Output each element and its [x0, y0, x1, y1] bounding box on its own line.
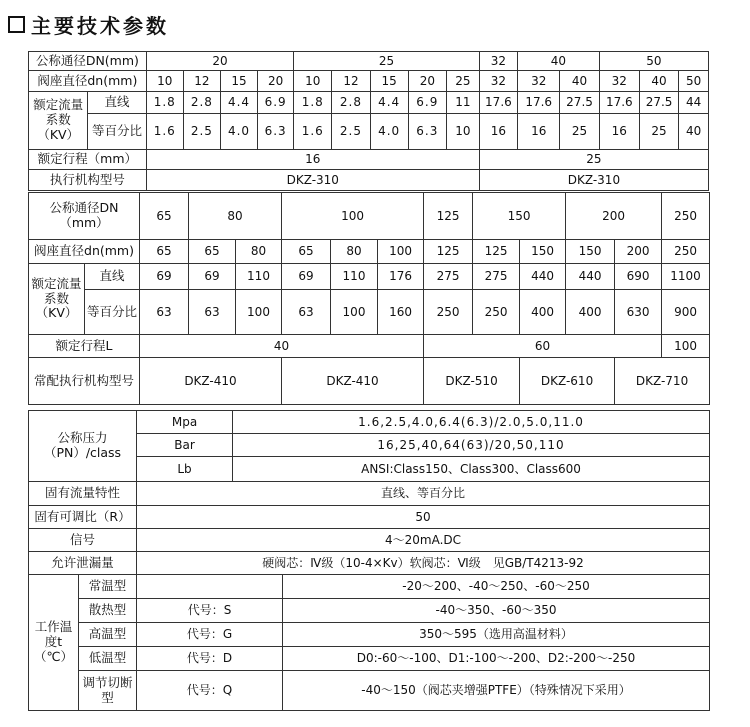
t2-pct-row — [29, 290, 710, 335]
t3-temp-type: 散热型 — [79, 599, 137, 623]
t1-travel-label: 额定行程（mm） — [29, 150, 147, 170]
t3-flowchar-row — [29, 482, 710, 506]
t1-seat-cell: 40 — [560, 71, 599, 92]
t3-signal-row — [29, 529, 710, 552]
t1-actuator-cell: DKZ-310 — [479, 170, 708, 191]
t2-linear-row — [29, 264, 710, 290]
t2-pct-cell: 250 — [473, 290, 520, 335]
section-title — [8, 6, 169, 42]
t1-seat-cell: 50 — [679, 71, 709, 92]
t1-linear-cell: 27.5 — [560, 92, 599, 114]
t2-actuator-row — [29, 358, 710, 405]
t1-pct-cell: 25 — [560, 114, 599, 150]
t2-pct-cell: 630 — [615, 290, 662, 335]
t1-dn-cell: 40 — [518, 52, 600, 71]
t1-travel-cell: 16 — [146, 150, 479, 170]
spec-table-general — [28, 410, 710, 711]
t3-temp-range: -40～150（阀芯夹增强PTFE）（特殊情况下采用） — [283, 671, 710, 711]
t3-temp-code: 代号：S — [137, 599, 283, 623]
t3-temp-range: D0:-60～-100、D1:-100～-200、D2:-200～-250 — [283, 647, 710, 671]
t1-pct-cell: 6.3 — [408, 114, 446, 150]
t1-linear-label: 直线 — [88, 92, 146, 114]
t1-pct-label: 等百分比 — [88, 114, 146, 150]
t1-pct-cell: 4.0 — [220, 114, 257, 150]
t1-travel-cell: 25 — [479, 150, 708, 170]
t3-range-value: 50 — [137, 506, 710, 529]
t2-seat-cell: 200 — [615, 240, 662, 264]
t2-travel-cell: 60 — [424, 335, 662, 358]
t2-dn-cell: 150 — [473, 193, 566, 240]
t2-seat-cell: 150 — [566, 240, 615, 264]
t3-flowchar-value: 直线、等百分比 — [137, 482, 710, 506]
t2-seat-cell: 125 — [424, 240, 473, 264]
t2-pct-cell: 400 — [520, 290, 566, 335]
t2-actuator-cell: DKZ-410 — [282, 358, 424, 405]
t3-pressure-label: 公称压力（PN）/class — [29, 411, 137, 482]
t3-temp-range: -20～200、-40～250、-60～250 — [283, 575, 710, 599]
spec-table-small — [28, 51, 709, 191]
t3-temp-row — [29, 599, 710, 623]
t2-dn-cell: 200 — [566, 193, 662, 240]
t3-mpa-row — [29, 411, 710, 434]
t3-temp-row — [29, 647, 710, 671]
t3-temp-code: 代号：D — [137, 647, 283, 671]
t2-pct-cell: 160 — [378, 290, 424, 335]
t2-linear-cell: 69 — [282, 264, 331, 290]
t3-leak-label: 允许泄漏量 — [29, 552, 137, 575]
checkbox-square-icon — [8, 16, 25, 33]
t2-seat-cell: 150 — [520, 240, 566, 264]
t2-pct-cell: 63 — [282, 290, 331, 335]
t1-linear-cell: 1.8 — [146, 92, 183, 114]
t1-pct-cell: 1.6 — [294, 114, 332, 150]
t2-travel-label: 额定行程L — [29, 335, 140, 358]
t3-temp-type: 调节切断型 — [79, 671, 137, 711]
t3-temp-row — [29, 623, 710, 647]
t1-seat-cell: 12 — [332, 71, 370, 92]
t2-seat-cell: 80 — [236, 240, 282, 264]
t2-dn-cell: 65 — [140, 193, 189, 240]
t3-leak-value: 硬阀芯：Ⅳ级（10-4×Kv）软阀芯：Ⅵ级 见GB/T4213-92 — [137, 552, 710, 575]
t2-linear-cell: 69 — [189, 264, 236, 290]
t2-pct-cell: 63 — [189, 290, 236, 335]
t2-actuator-cell: DKZ-510 — [424, 358, 520, 405]
t2-dn-label: 公称通径DN（mm） — [29, 193, 140, 240]
t3-range-label: 固有可调比（R） — [29, 506, 137, 529]
t1-seat-cell: 40 — [639, 71, 678, 92]
t3-mpa-label: Mpa — [137, 411, 233, 434]
t2-travel-row — [29, 335, 710, 358]
t1-dn-cell: 20 — [146, 52, 293, 71]
t3-temp-range: 350～595（选用高温材料） — [283, 623, 710, 647]
t1-linear-cell: 17.6 — [599, 92, 639, 114]
t1-seat-cell: 20 — [408, 71, 446, 92]
t2-actuator-cell: DKZ-410 — [140, 358, 282, 405]
t3-bar-label: Bar — [137, 434, 233, 457]
t1-linear-row — [29, 92, 709, 114]
t3-range-row — [29, 506, 710, 529]
t2-linear-cell: 69 — [140, 264, 189, 290]
t1-pct-cell: 4.0 — [370, 114, 408, 150]
t2-actuator-label: 常配执行机构型号 — [29, 358, 140, 405]
t2-pct-cell: 900 — [662, 290, 710, 335]
t3-lb-label: Lb — [137, 457, 233, 482]
t1-seat-cell: 25 — [446, 71, 479, 92]
t1-linear-cell: 1.8 — [294, 92, 332, 114]
t1-seat-cell: 32 — [518, 71, 560, 92]
t1-dn-row — [29, 52, 709, 71]
section-title-text: 主要技术参数 — [31, 13, 169, 38]
t2-linear-cell: 440 — [566, 264, 615, 290]
t2-linear-cell: 110 — [236, 264, 282, 290]
t1-pct-cell: 10 — [446, 114, 479, 150]
t1-travel-row — [29, 150, 709, 170]
t1-seat-cell: 10 — [294, 71, 332, 92]
t2-seat-cell: 250 — [662, 240, 710, 264]
t2-seat-cell: 100 — [378, 240, 424, 264]
t3-temp-label: 工作温度t（℃） — [29, 575, 79, 711]
t1-linear-cell: 2.8 — [183, 92, 220, 114]
t3-temp-type: 常温型 — [79, 575, 137, 599]
t2-linear-cell: 176 — [378, 264, 424, 290]
t1-dn-cell: 32 — [479, 52, 517, 71]
t2-actuator-cell: DKZ-710 — [615, 358, 710, 405]
t2-pct-cell: 250 — [424, 290, 473, 335]
t3-temp-code — [137, 575, 283, 599]
t1-linear-cell: 27.5 — [639, 92, 678, 114]
t1-dn-label: 公称通径DN(mm) — [29, 52, 147, 71]
t2-linear-cell: 110 — [331, 264, 378, 290]
t2-actuator-cell: DKZ-610 — [520, 358, 615, 405]
t2-seat-cell: 80 — [331, 240, 378, 264]
t2-linear-cell: 1100 — [662, 264, 710, 290]
t2-pct-label: 等百分比 — [85, 290, 140, 335]
t2-linear-cell: 275 — [473, 264, 520, 290]
t1-seat-cell: 32 — [599, 71, 639, 92]
t2-travel-cell: 100 — [662, 335, 710, 358]
t1-seat-cell: 15 — [220, 71, 257, 92]
t3-flowchar-label: 固有流量特性 — [29, 482, 137, 506]
t1-actuator-label: 执行机构型号 — [29, 170, 147, 191]
t1-pct-row — [29, 114, 709, 150]
t2-dn-row — [29, 193, 710, 240]
t2-seat-label: 阀座直径dn(mm) — [29, 240, 140, 264]
t3-temp-code: 代号：G — [137, 623, 283, 647]
t2-linear-label: 直线 — [85, 264, 140, 290]
t1-dn-cell: 50 — [599, 52, 708, 71]
t1-linear-cell: 11 — [446, 92, 479, 114]
t1-pct-cell: 1.6 — [146, 114, 183, 150]
t3-temp-row — [29, 671, 710, 711]
t2-seat-cell: 125 — [473, 240, 520, 264]
t1-linear-cell: 17.6 — [479, 92, 517, 114]
t1-seat-cell: 10 — [146, 71, 183, 92]
t2-seat-row — [29, 240, 710, 264]
t2-pct-cell: 100 — [236, 290, 282, 335]
t2-kv-label: 额定流量系数（KV） — [29, 264, 85, 335]
t1-pct-cell: 25 — [639, 114, 678, 150]
t1-seat-cell: 15 — [370, 71, 408, 92]
t2-travel-cell: 40 — [140, 335, 424, 358]
t1-pct-cell: 6.3 — [258, 114, 294, 150]
t2-seat-cell: 65 — [282, 240, 331, 264]
t1-seat-label: 阀座直径dn(mm) — [29, 71, 147, 92]
t1-dn-cell: 25 — [294, 52, 480, 71]
t2-pct-cell: 100 — [331, 290, 378, 335]
t1-pct-cell: 16 — [518, 114, 560, 150]
t2-pct-cell: 63 — [140, 290, 189, 335]
t1-actuator-row — [29, 170, 709, 191]
t1-linear-cell: 6.9 — [258, 92, 294, 114]
t2-dn-cell: 80 — [189, 193, 282, 240]
t1-linear-cell: 6.9 — [408, 92, 446, 114]
t1-kv-label: 额定流量系数（KV） — [29, 92, 88, 150]
t3-temp-row — [29, 575, 710, 599]
t1-seat-cell: 20 — [258, 71, 294, 92]
t3-leak-row — [29, 552, 710, 575]
t3-lb-value: ANSI:Class150、Class300、Class600 — [233, 457, 710, 482]
t2-seat-cell: 65 — [189, 240, 236, 264]
t1-actuator-cell: DKZ-310 — [146, 170, 479, 191]
t1-linear-cell: 4.4 — [220, 92, 257, 114]
t2-linear-cell: 275 — [424, 264, 473, 290]
t1-linear-cell: 2.8 — [332, 92, 370, 114]
t1-seat-cell: 32 — [479, 71, 517, 92]
t2-dn-cell: 125 — [424, 193, 473, 240]
t1-pct-cell: 16 — [479, 114, 517, 150]
t3-temp-type: 低温型 — [79, 647, 137, 671]
t2-seat-cell: 65 — [140, 240, 189, 264]
t1-pct-cell: 2.5 — [183, 114, 220, 150]
t1-pct-cell: 2.5 — [332, 114, 370, 150]
t1-linear-cell: 4.4 — [370, 92, 408, 114]
t3-mpa-value: 1.6,2.5,4.0,6.4(6.3)/2.0,5.0,11.0 — [233, 411, 710, 434]
t1-pct-cell: 16 — [599, 114, 639, 150]
t3-signal-label: 信号 — [29, 529, 137, 552]
t2-pct-cell: 400 — [566, 290, 615, 335]
t2-linear-cell: 440 — [520, 264, 566, 290]
t2-dn-cell: 100 — [282, 193, 424, 240]
t3-signal-value: 4～20mA.DC — [137, 529, 710, 552]
t1-seat-cell: 12 — [183, 71, 220, 92]
t1-seat-row — [29, 71, 709, 92]
t1-linear-cell: 44 — [679, 92, 709, 114]
t3-bar-value: 16,25,40,64(63)/20,50,110 — [233, 434, 710, 457]
t3-temp-code: 代号：Q — [137, 671, 283, 711]
t3-temp-type: 高温型 — [79, 623, 137, 647]
t3-temp-range: -40～350、-60～350 — [283, 599, 710, 623]
t1-linear-cell: 17.6 — [518, 92, 560, 114]
t2-linear-cell: 690 — [615, 264, 662, 290]
t1-pct-cell: 40 — [679, 114, 709, 150]
spec-table-large — [28, 192, 710, 405]
t2-dn-cell: 250 — [662, 193, 710, 240]
